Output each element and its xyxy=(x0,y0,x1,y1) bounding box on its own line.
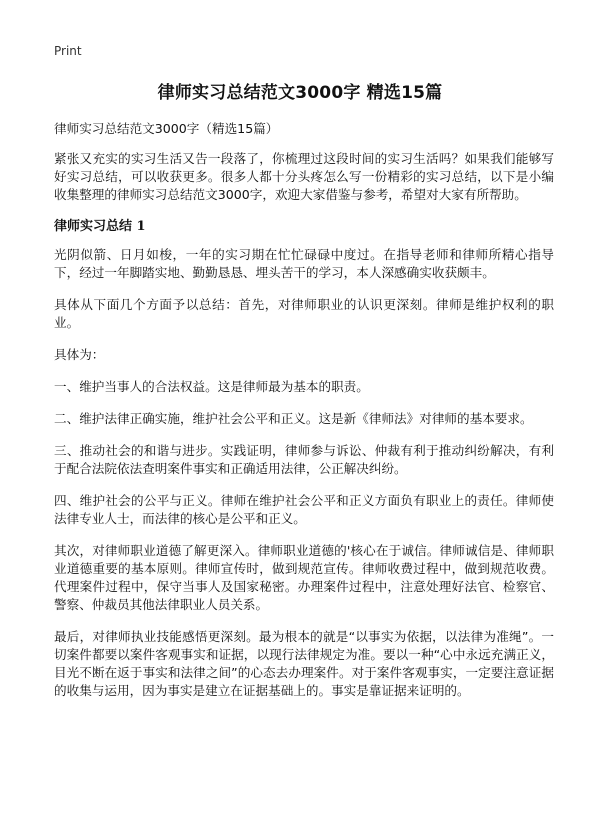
print-label: Print xyxy=(54,44,82,58)
intro-paragraph: 紧张又充实的实习生活又告一段落了，你梳理过这段时间的实习生活吗？如果我们能够写好实习总结，可以收获更多。很多人都十分头疼怎么写一份精彩的实习总结，以下是小编收集整理的律师实习总结范文3000字，欢迎大家借鉴与参考，希望对大家有所帮助。 xyxy=(54,151,554,202)
body-paragraph-6: 三、推动社会的和谐与进步。实践证明，律师参与诉讼、仲裁有利于推动纠纷解决，有利于配合法院依法查明案件事实和正确适用法律，公正解决纠纷。 xyxy=(54,443,554,476)
body-paragraph-7: 四、维护社会的公平与正义。律师在维护社会公平和正义方面负有职业上的责任。律师使法律专业人士，而法律的核心是公平和正义。 xyxy=(54,493,554,526)
document-body xyxy=(54,120,554,714)
body-paragraph-9: 最后，对律师执业技能感悟更深刻。最为根本的就是“以事实为依据，以法律为准绳”。一切案件都要以案件客观事实和证据，以现行法律规定为准。要以一种“心中永远充满正义，目光不断在返于事实和法律之间”的心态去办理案件。对于案件客观事实，一定要注意证据的收集与运用，因为事实是建立在证据基础上的。事实是靠证据来证明的。 xyxy=(54,629,554,698)
document-subtitle: 律师实习总结范文3000字（精选15篇） xyxy=(54,121,279,136)
body-paragraph-2: 具体从下面几个方面予以总结：首先，对律师职业的认识更深刻。律师是维护权利的职业。 xyxy=(54,297,554,330)
body-paragraph-5: 二、维护法律正确实施，维护社会公平和正义。这是新《律师法》对律师的基本要求。 xyxy=(54,411,533,426)
section-heading: 律师实习总结 1 xyxy=(54,219,146,234)
document-title: 律师实习总结范文3000字 精选15篇 xyxy=(157,83,443,103)
body-paragraph-3: 具体为： xyxy=(54,347,105,362)
body-paragraph-4: 一、维护当事人的合法权益。这是律师最为基本的职责。 xyxy=(54,379,369,394)
body-paragraph-1: 光阴似箭、日月如梭，一年的实习期在忙忙碌碌中度过。在指导老师和律师所精心指导下，经过一年脚踏实地、勤勤恳恳、埋头苦干的学习，本人深感确实收获颇丰。 xyxy=(54,247,554,280)
body-paragraph-8: 其次，对律师职业道德了解更深入。律师职业道德的'核心在于诚信。律师诚信是、律师职业道德重要的基本原则。律师宣传时，做到规范宣传。律师收费过程中，做到规范收费。代理案件过程中，保守当事人及国家秘密。办理案件过程中，注意处理好法官、检察官、警察、仲裁员其他法律职业人员关系。 xyxy=(54,543,554,612)
